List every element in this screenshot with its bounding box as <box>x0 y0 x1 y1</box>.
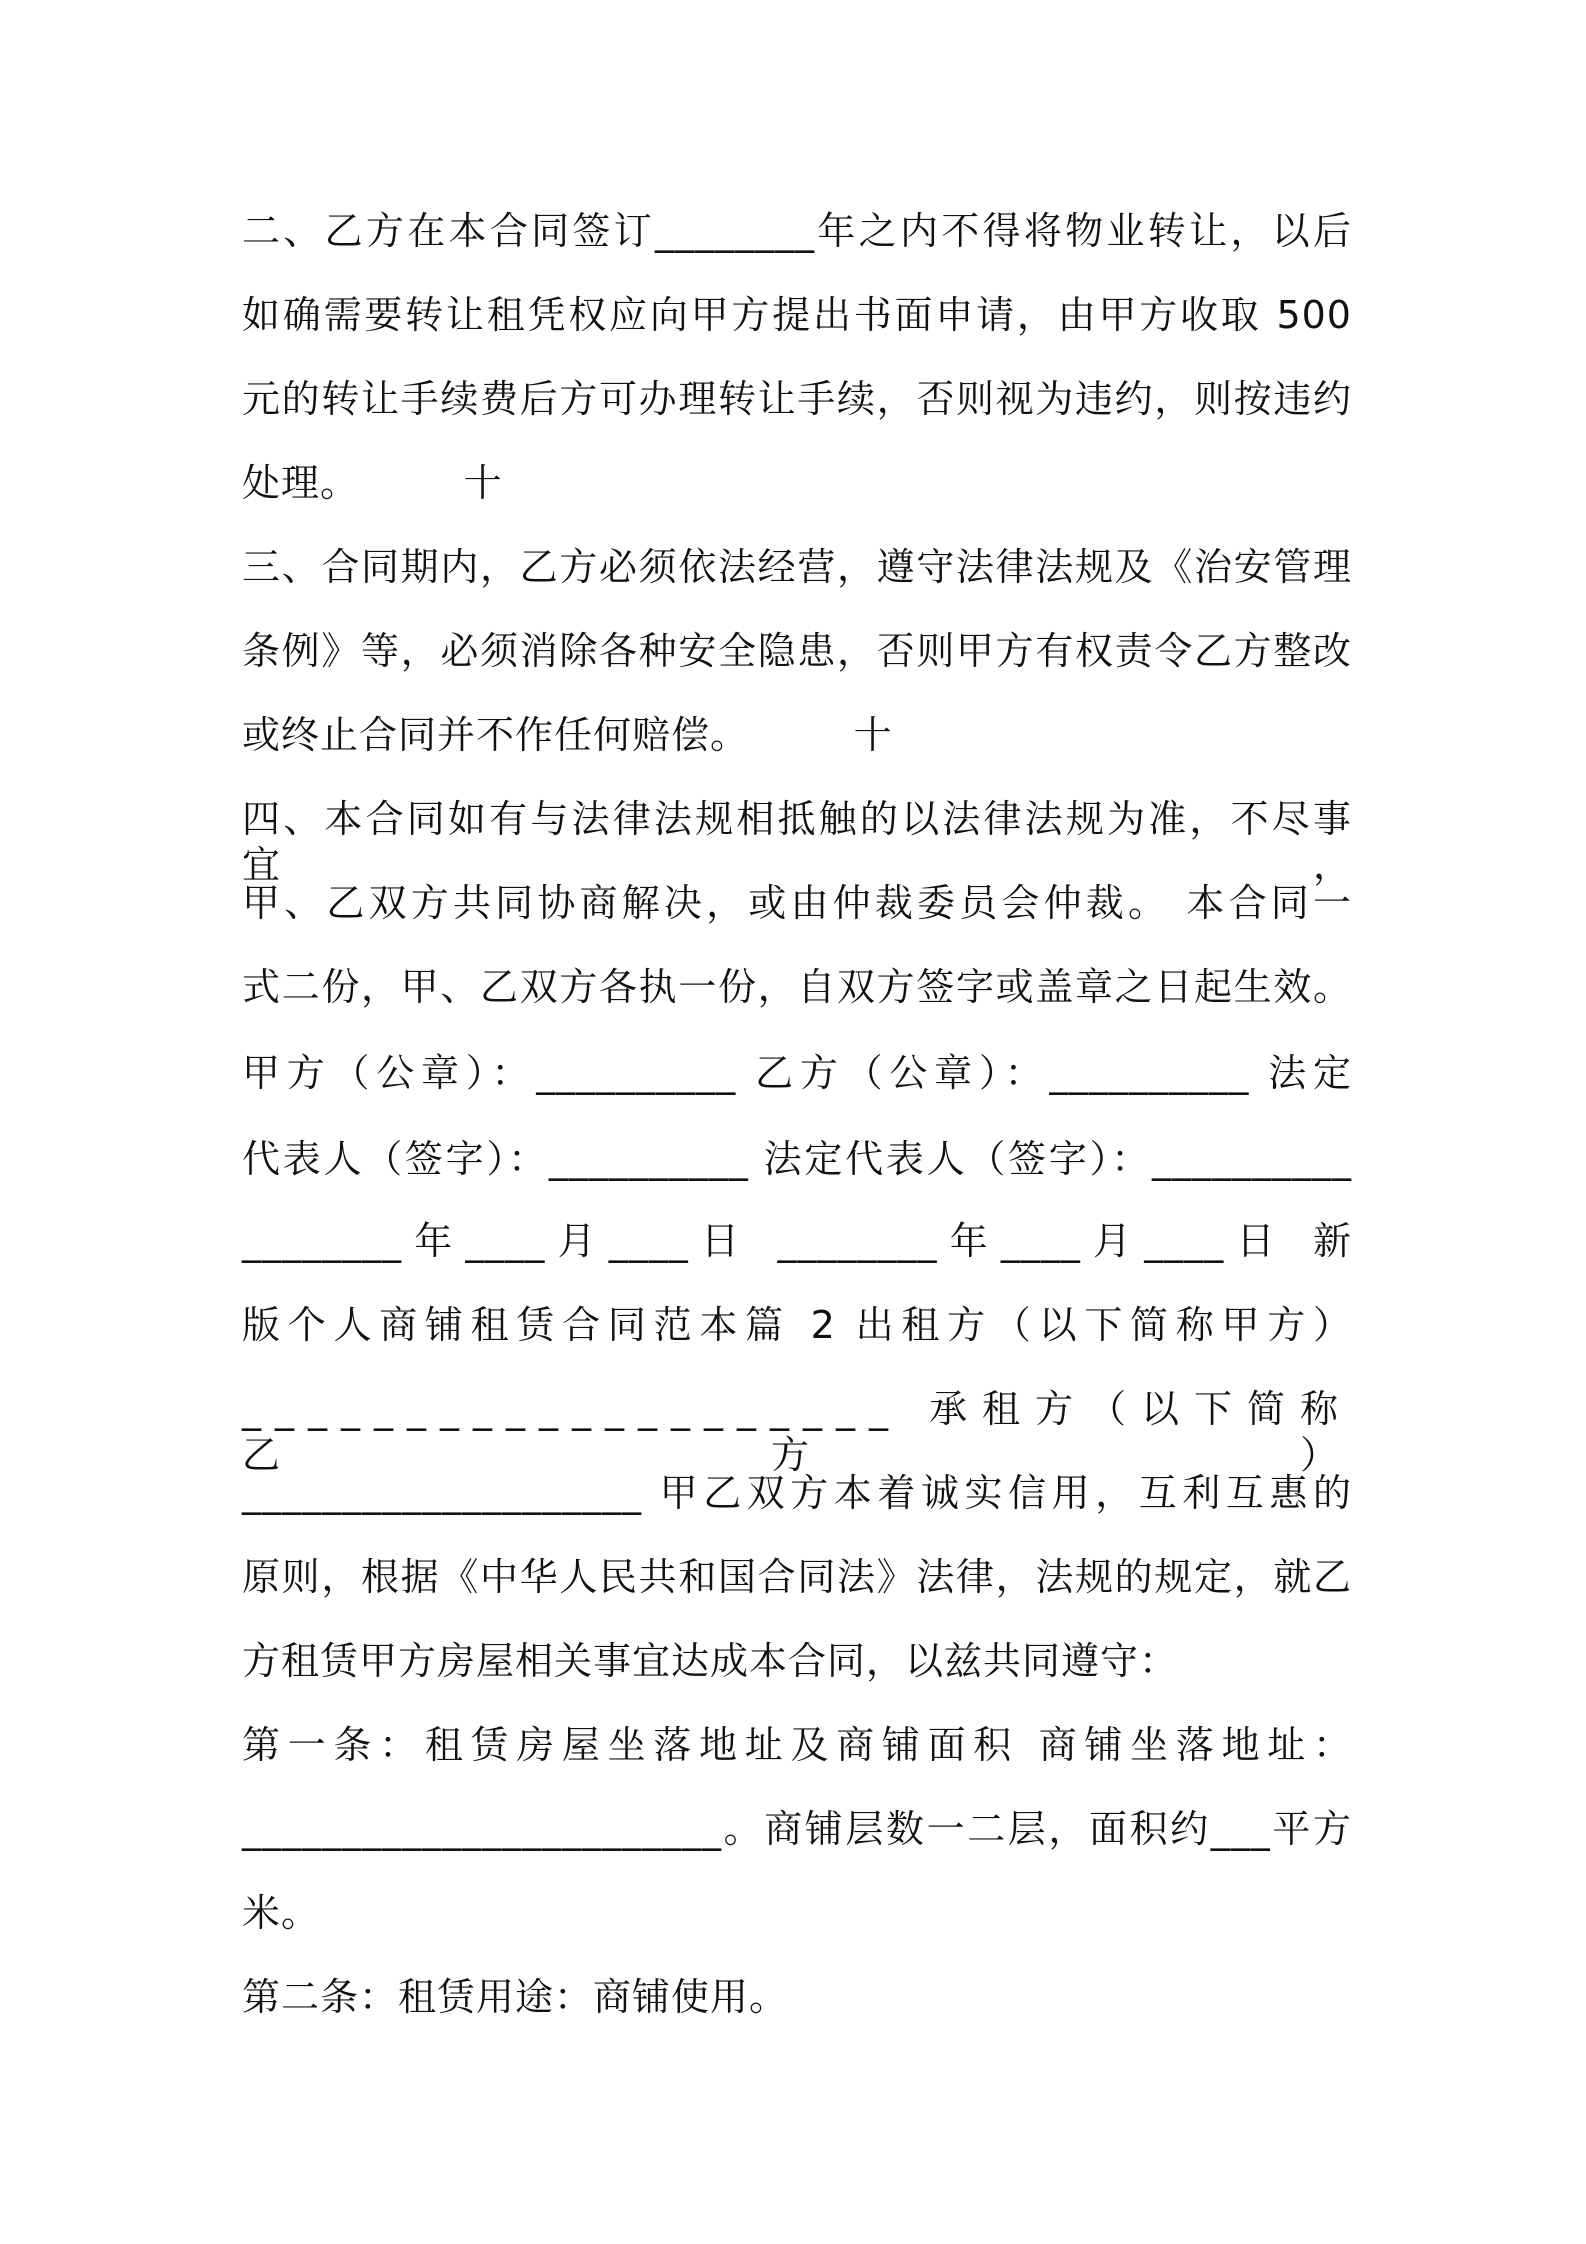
article-1-line-1: 第一条：租赁房屋坐落地址及商铺面积 商铺坐落地址： <box>242 1723 1352 1767</box>
preamble-line-3: 方租赁甲方房屋相关事宜达成本合同，以兹共同遵守： <box>242 1639 1179 1683</box>
article-1-line-3: 米。 <box>242 1891 321 1935</box>
clause-3-line-2: 条例》等，必须消除各种安全隐患，否则甲方有权责令乙方整改 <box>242 629 1352 673</box>
preamble-line-2: 原则，根据《中华人民共和国合同法》法律，法规的规定，就乙 <box>242 1555 1352 1599</box>
clause-3-line-3: 或终止合同并不作任何赔偿。 十 <box>242 713 893 757</box>
clause-3-line-1: 三、合同期内，乙方必须依法经营，遵守法律法规及《治安管理 <box>242 545 1352 589</box>
signature-line-2: 代表人（签字）：__________ 法定代表人（签字）：__________ <box>242 1137 1352 1181</box>
clause-2-line-2: 如确需要转让租凭权应向甲方提出书面申请，由甲方收取 500 <box>242 293 1352 337</box>
clause-2-line-4: 处理。 十 <box>242 461 503 505</box>
clause-4-line-3: 式二份，甲、乙双方各执一份，自双方签字或盖章之日起生效。 <box>242 965 1352 1009</box>
clause-4-line-2: 甲、乙双方共同协商解决，或由仲裁委员会仲裁。 本合同一 <box>242 881 1352 925</box>
article-1-line-2: ________________________。商铺层数一二层，面积约___平方 <box>242 1807 1352 1851</box>
clause-2-line-3: 元的转让手续费后方可办理转让手续，否则视为违约，则按违约 <box>242 377 1352 421</box>
tenant-line: ____________________ 承租方（以下简称乙方） <box>242 1387 1352 1477</box>
preamble-line-1: ____________________ 甲乙双方本着诚实信用，互利互惠的 <box>242 1471 1352 1515</box>
contract-2-title-line: 版个人商铺租赁合同范本篇 2 出租方（以下简称甲方） <box>242 1303 1352 1347</box>
date-line: ________年____月____日 ________年____月____日 新 <box>242 1219 1352 1263</box>
article-2-line-1: 第二条：租赁用途：商铺使用。 <box>242 1975 789 2019</box>
clause-2-line-1: 二、乙方在本合同签订________年之内不得将物业转让，以后 <box>242 209 1352 253</box>
signature-line-1: 甲方（公章）：__________ 乙方（公章）：__________ 法定 <box>242 1051 1352 1095</box>
clause-4-line-1: 四、本合同如有与法律法规相抵触的以法律法规为准，不尽事宜， <box>242 797 1352 887</box>
